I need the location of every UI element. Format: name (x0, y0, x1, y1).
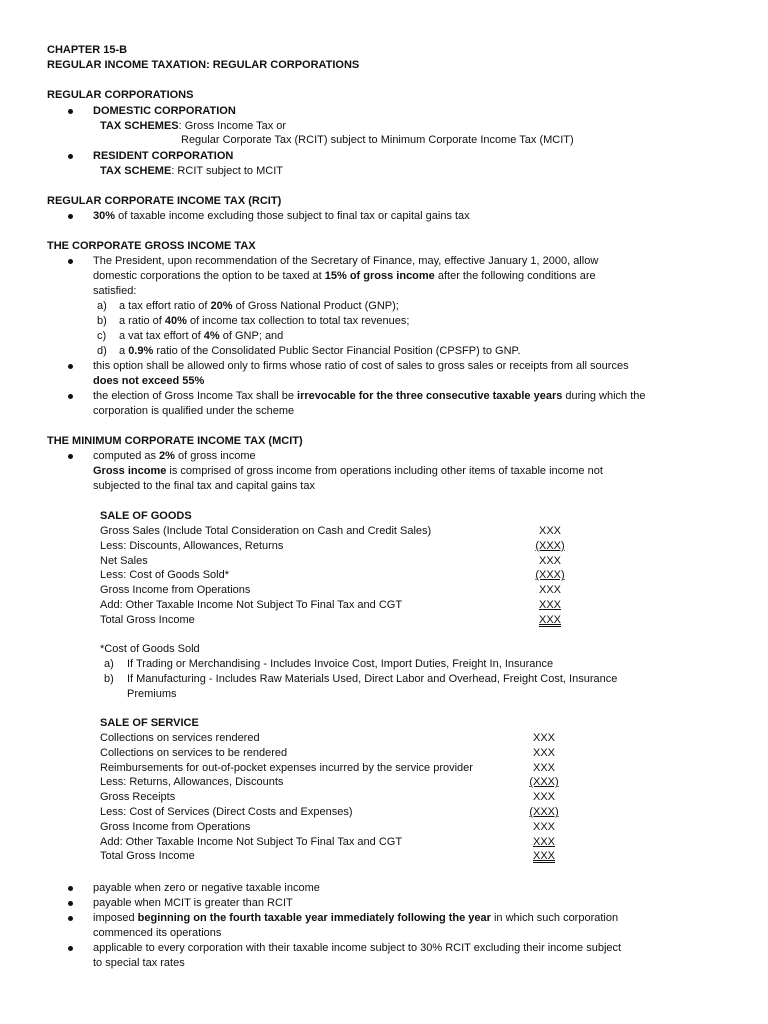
bullet-icon (68, 154, 73, 159)
table-row-label: Less: Returns, Allowances, Discounts (100, 776, 284, 789)
table-row-amount: (XXX) (529, 776, 559, 789)
table-row-amount: XXX (532, 732, 556, 744)
cogs-note-letter: a) (104, 658, 114, 670)
bullet-icon (68, 364, 73, 369)
cogs-note-letter: b) (104, 673, 114, 685)
mcit-rule: imposed beginning on the fourth taxable year immediately following the year in which such corporation (93, 912, 619, 924)
cogs-note-title: *Cost of Goods Sold (100, 643, 200, 655)
bullet-icon (68, 259, 73, 264)
bullet-icon (68, 109, 73, 114)
table-row-label: Reimbursements for out-of-pocket expenses incurred by the service provider (100, 761, 473, 774)
condition-letter: b) (97, 315, 107, 327)
resident-corporation-label: RESIDENT CORPORATION (93, 150, 234, 162)
condition-letter: c) (97, 330, 107, 342)
condition-a: a tax effort ratio of 20% of Gross National Product (GNP); (119, 300, 399, 312)
table-row-amount: XXX (532, 835, 556, 848)
mcit-rule: payable when zero or negative taxable income (93, 882, 320, 894)
gross-income-definition-2: subjected to the final tax and capital gains tax (93, 480, 315, 492)
git-paragraph-line: The President, upon recommendation of the Secretary of Finance, may, effective January 1, 2000, allow (93, 255, 599, 267)
table-row-amount: (XXX) (535, 539, 565, 552)
chapter-number: CHAPTER 15-B (47, 44, 128, 56)
table-row-amount: XXX (532, 761, 556, 774)
bullet-icon (68, 394, 73, 399)
git-paragraph-line: domestic corporations the option to be taxed at 15% of gross income after the following conditions are (93, 270, 596, 282)
mcit-heading: THE MINIMUM CORPORATE INCOME TAX (MCIT) (47, 435, 303, 447)
cogs-note-manufacturing: If Manufacturing - Includes Raw Materials Used, Direct Labor and Overhead, Freight Cost, Insurance (127, 673, 618, 685)
gross-income-tax-heading: THE CORPORATE GROSS INCOME TAX (47, 240, 256, 252)
table-row-amount: XXX (538, 599, 562, 611)
table-row-label: Total Gross Income (100, 850, 195, 863)
regular-corporations-heading: REGULAR CORPORATIONS (47, 89, 194, 101)
git-paragraph-line: the election of Gross Income Tax shall be irrevocable for the three consecutive taxable years during which the (93, 390, 646, 402)
table-row-label: Gross Receipts (100, 791, 176, 804)
rcit-heading: REGULAR CORPORATE INCOME TAX (RCIT) (47, 195, 282, 207)
condition-c: a vat tax effort of 4% of GNP; and (119, 330, 284, 342)
table-row-label: Net Sales (100, 554, 148, 567)
page-title: REGULAR INCOME TAXATION: REGULAR CORPORATIONS (47, 59, 360, 71)
condition-b: a ratio of 40% of income tax collection to total tax revenues; (119, 315, 410, 327)
mcit-computation: computed as 2% of gross income (93, 450, 256, 462)
table-row-amount: (XXX) (535, 569, 565, 582)
table-row-label: Less: Discounts, Allowances, Returns (100, 539, 284, 552)
table-row-amount: XXX (532, 850, 556, 863)
domestic-tax-schemes: TAX SCHEMES: Gross Income Tax or (100, 120, 287, 132)
table-row-label: Less: Cost of Goods Sold* (100, 569, 230, 582)
table-row-label: Gross Sales (Include Total Consideration on Cash and Credit Sales) (100, 525, 432, 537)
table-row-amount: XXX (538, 554, 562, 567)
condition-letter: a) (97, 300, 107, 312)
git-paragraph-line: this option shall be allowed only to firms whose ratio of cost of sales to gross sales or receipts from all sources (93, 360, 629, 372)
table-row-amount: XXX (532, 746, 556, 759)
condition-d: a 0.9% ratio of the Consolidated Public Sector Financial Position (CPSFP) to GNP. (119, 345, 521, 357)
table-row-label: Add: Other Taxable Income Not Subject To Final Tax and CGT (100, 835, 403, 848)
resident-tax-scheme: TAX SCHEME: RCIT subject to MCIT (100, 165, 283, 177)
table-row-label: Gross Income from Operations (100, 820, 251, 833)
table-row-label: Collections on services to be rendered (100, 746, 288, 759)
bullet-icon (68, 214, 73, 219)
table-row-label: Less: Cost of Services (Direct Costs and Expenses) (100, 806, 353, 818)
mcit-rule: to special tax rates (93, 957, 185, 969)
table-row-label: Gross Income from Operations (100, 584, 251, 597)
condition-letter: d) (97, 345, 107, 357)
table-row-amount: XXX (538, 525, 562, 537)
domestic-tax-scheme-2: Regular Corporate Tax (RCIT) subject to Minimum Corporate Income Tax (MCIT) (181, 134, 574, 146)
sale-of-goods-heading: SALE OF GOODS (100, 510, 192, 522)
table-row-amount: XXX (532, 820, 556, 833)
table-row-amount: XXX (538, 613, 562, 626)
cogs-note-trading: If Trading or Merchandising - Includes Invoice Cost, Import Duties, Freight In, Insurance (127, 658, 554, 670)
gross-income-definition: Gross income is comprised of gross income from operations including other items of taxable income not (93, 465, 603, 477)
table-row-label: Collections on services rendered (100, 732, 260, 744)
mcit-rule: applicable to every corporation with their taxable income subject to 30% RCIT excluding their income subject (93, 942, 622, 954)
table-row-amount: (XXX) (529, 806, 559, 818)
sale-of-service-heading: SALE OF SERVICE (100, 717, 199, 729)
git-paragraph-line: does not exceed 55% (93, 375, 205, 387)
bullet-icon (68, 916, 73, 921)
git-paragraph-line: satisfied: (93, 285, 137, 297)
cogs-note-manufacturing-2: Premiums (127, 688, 177, 700)
bullet-icon (68, 901, 73, 906)
bullet-icon (68, 454, 73, 459)
table-row-label: Add: Other Taxable Income Not Subject To Final Tax and CGT (100, 599, 403, 611)
mcit-rule: payable when MCIT is greater than RCIT (93, 897, 293, 909)
table-row-label: Total Gross Income (100, 613, 195, 626)
table-row-amount: XXX (538, 584, 562, 597)
bullet-icon (68, 886, 73, 891)
bullet-icon (68, 946, 73, 951)
git-paragraph-line: corporation is qualified under the scheme (93, 405, 295, 417)
table-row-amount: XXX (532, 791, 556, 804)
rcit-rate-text: 30% of taxable income excluding those subject to final tax or capital gains tax (93, 210, 470, 222)
domestic-corporation-label: DOMESTIC CORPORATION (93, 105, 236, 117)
mcit-rule: commenced its operations (93, 927, 222, 939)
